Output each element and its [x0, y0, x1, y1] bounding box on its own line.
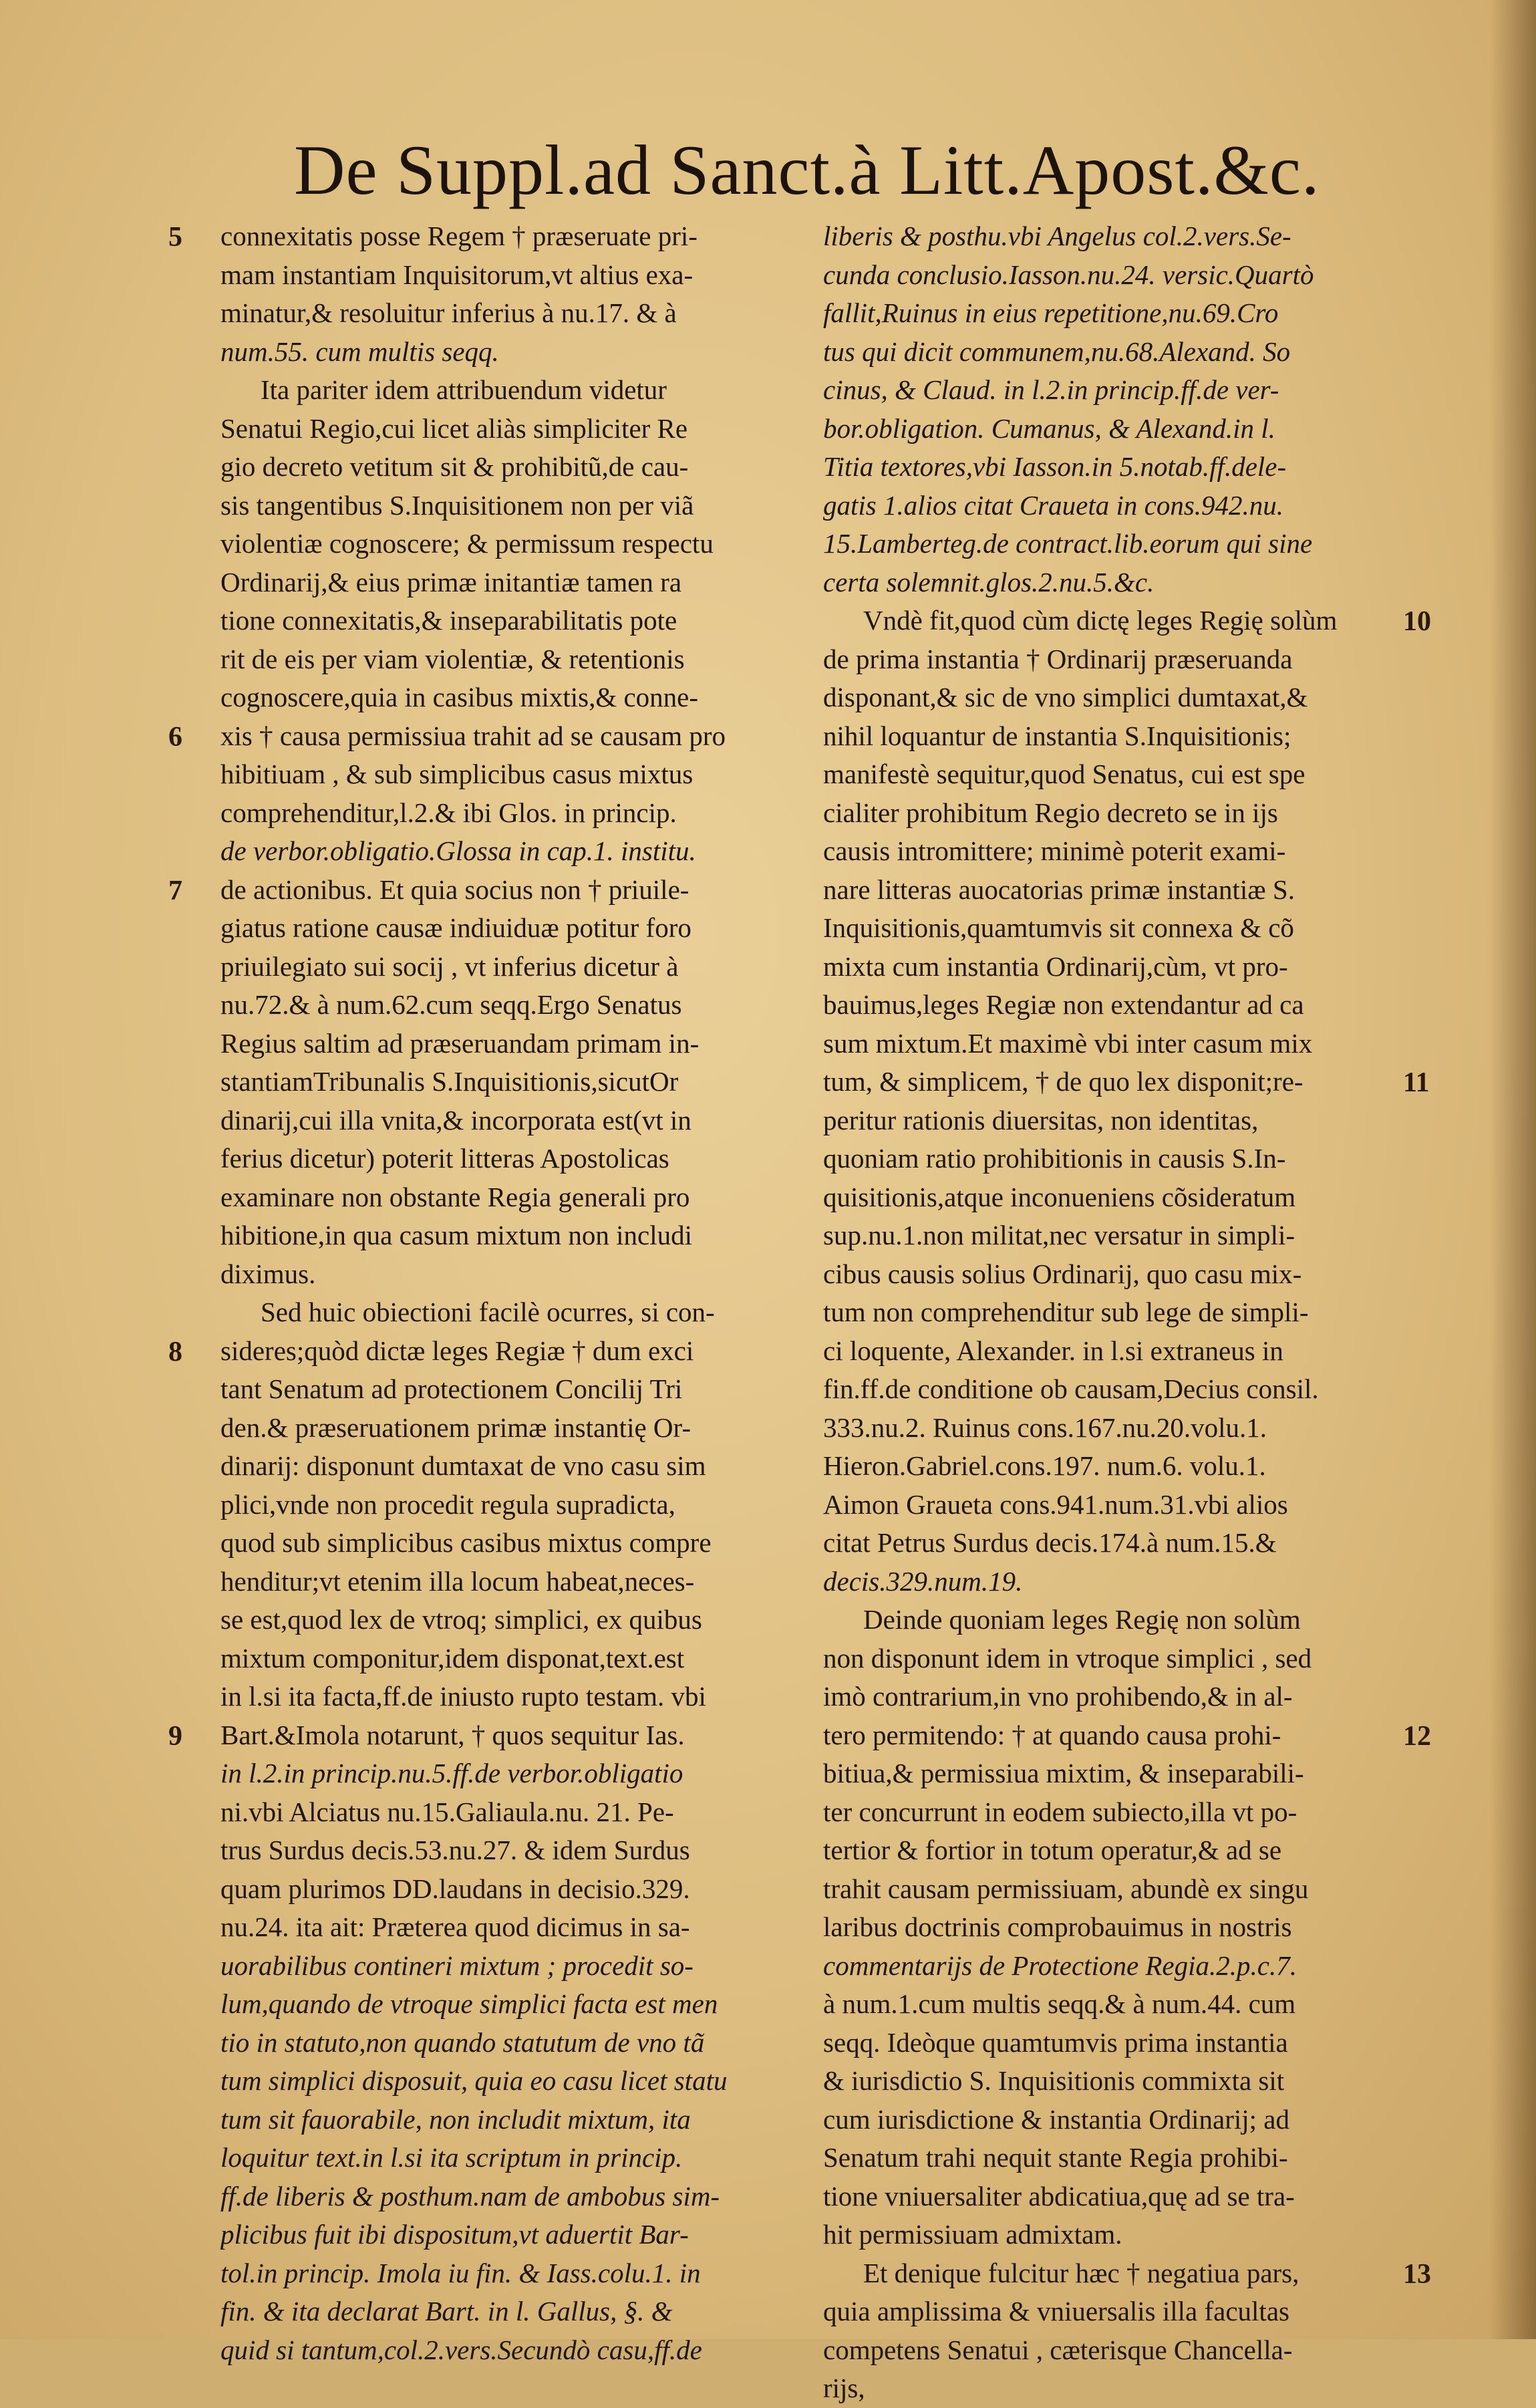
text-line: plicibus fuit ibi dispositum,vt aduertit Bar-	[220, 2219, 689, 2250]
margin-number: 7	[168, 875, 182, 906]
text-line: seqq. Ideòque quamtumvis prima instantia	[823, 2026, 1288, 2058]
text-line: fin.ff.de conditione ob causam,Decius consil.	[823, 1373, 1319, 1404]
text-line: sis tangentibus S.Inquisitionem non per viã	[220, 489, 694, 521]
text-line: nu.24. ita ait: Præterea quod dicimus in sa-	[220, 1911, 690, 1942]
text-line: Bart.&Imola notarunt, † quos sequitur Ias.	[220, 1719, 685, 1750]
text-line: examinare non obstante Regia generali pro	[220, 1181, 690, 1212]
text-line: Hieron.Gabriel.cons.197. num.6. volu.1.	[823, 1450, 1266, 1481]
text-line: tum simplici disposuit, quia eo casu licet statu	[220, 2065, 728, 2096]
text-line: Inquisitionis,quamtumvis sit connexa & cõ	[823, 912, 1294, 943]
text-line: ter concurrunt in eodem subiecto,illa vt po-	[823, 1796, 1297, 1827]
margin-number: 12	[1403, 1720, 1431, 1752]
text-line: Titia textores,vbi Iasson.in 5.notab.ff.dele-	[823, 451, 1287, 482]
text-line: henditur;vt etenim illa locum habeat,neces-	[220, 1565, 695, 1597]
text-line: Ordinarij,& eius primæ initantiæ tamen ra	[220, 566, 682, 597]
text-line: uorabilibus contineri mixtum ; procedit so-	[220, 1950, 694, 1981]
text-line: Senatui Regio,cui licet aliàs simpliciter Re	[220, 412, 688, 444]
text-line: mixtum componitur,idem disponat,text.est	[220, 1642, 685, 1674]
text-line: quid si tantum,col.2.vers.Secundò casu,ff.de	[220, 2334, 702, 2365]
text-line: quia amplissima & vniuersalis illa facultas	[823, 2296, 1289, 2326]
text-line: ci loquente, Alexander. in l.si extraneus in	[823, 1335, 1283, 1366]
text-line: ferius dicetur) poterit litteras Apostolicas	[220, 1143, 669, 1174]
text-line: decis.329.num.19.	[823, 1565, 1023, 1597]
text-line: 333.nu.2. Ruinus cons.167.nu.20.volu.1.	[823, 1412, 1267, 1443]
text-line: giatus ratione causæ indiuiduæ potitur foro	[220, 912, 692, 943]
text-line: trahit causam permissiuam, abundè ex singu	[823, 1873, 1309, 1904]
text-line: tertior & fortior in totum operatur,& ad se	[823, 1835, 1282, 1865]
text-line: Et denique fulcitur hæc † negatiua pars,	[863, 2257, 1299, 2288]
running-header: De Suppl.ad Sanct.à Litt.Apost.&c.	[294, 131, 1320, 209]
text-line: disponant,& sic de vno simplici dumtaxat,&	[823, 682, 1308, 712]
text-line: sideres;quòd dictæ leges Regiæ † dum exci	[220, 1335, 694, 1366]
text-line: in l.si ita facta,ff.de iniusto rupto testam. vbi	[220, 1681, 706, 1712]
text-line: de actionibus. Et quia socius non † priuile-	[220, 874, 689, 905]
text-line: stantiamTribunalis S.Inquisitionis,sicutOr	[220, 1066, 679, 1097]
page-edge-shadow	[1489, 0, 1536, 2339]
text-line: rijs,	[823, 2373, 865, 2403]
text-line: dinarij,cui illa vnita,& incorporata est(vt in	[220, 1104, 692, 1135]
text-line: comprehenditur,l.2.& ibi Glos. in princip.	[220, 797, 677, 828]
right-text-column	[823, 217, 1398, 2408]
margin-number: 13	[1403, 2258, 1431, 2290]
text-line: causis intromittere; minimè poterit exami-	[823, 835, 1286, 866]
text-line: ff.de liberis & posthum.nam de ambobus sim-	[220, 2180, 720, 2212]
text-line: tione vniuersaliter abdicatiua,quę ad se tra-	[823, 2180, 1295, 2212]
text-line: Regius saltim ad præseruandam primam in-	[220, 1027, 700, 1059]
text-line: ni.vbi Alciatus nu.15.Galiaula.nu. 21. Pe-	[220, 1796, 674, 1827]
text-line: non disponunt idem in vtroque simplici , sed	[823, 1642, 1312, 1674]
margin-number: 10	[1403, 606, 1431, 637]
text-line: cognoscere,quia in casibus mixtis,& conne-	[220, 682, 699, 712]
text-line: Vndè fit,quod cùm dictę leges Regię solùm	[863, 605, 1338, 636]
text-line: nare litteras auocatorias primæ instantiæ S.	[823, 874, 1295, 905]
text-line: fallit,Ruinus in eius repetitione,nu.69.Cro	[823, 297, 1279, 328]
text-line: cialiter prohibitum Regio decreto se in ijs	[823, 797, 1278, 828]
text-line: gatis 1.alios citat Craueta in cons.942.nu.	[823, 489, 1284, 521]
text-line: tol.in princip. Imola iu fin. & Iass.colu.1. in	[220, 2257, 701, 2288]
text-line: plici,vnde non procedit regula supradicta,	[220, 1488, 675, 1520]
text-line: bauimus,leges Regiæ non extendantur ad ca	[823, 989, 1304, 1020]
text-line: cum iurisdictione & instantia Ordinarij; ad	[823, 2103, 1289, 2135]
text-line: tum non comprehenditur sub lege de simpli-	[823, 1297, 1309, 1327]
text-line: tus qui dicit communem,nu.68.Alexand. So	[823, 336, 1291, 367]
text-line: hit permissiuam admixtam.	[823, 2219, 1122, 2250]
text-line: xis † causa permissiua trahit ad se causam pro	[220, 720, 726, 751]
text-line: peritur rationis diuersitas, non identitas,	[823, 1104, 1259, 1135]
text-line: tum sit fauorabile, non includit mixtum, ita	[220, 2103, 691, 2135]
text-line: gio decreto vetitum sit & prohibitũ,de cau-	[220, 451, 689, 482]
text-line: nu.72.& à num.62.cum seqq.Ergo Senatus	[220, 989, 682, 1020]
text-line: tio in statuto,non quando statutum de vno tã	[220, 2026, 705, 2058]
text-line: rit de eis per viam violentiæ, & retentionis	[220, 643, 685, 674]
text-line: hibitione,in qua casum mixtum non includi	[220, 1220, 693, 1250]
text-line: cibus causis solius Ordinarij, quo casu mix-	[823, 1258, 1302, 1289]
text-line: sum mixtum.Et maximè vbi inter casum mix	[823, 1027, 1313, 1059]
text-line: trus Surdus decis.53.nu.27. & idem Surdus	[220, 1835, 690, 1865]
text-line: commentarijs de Protectione Regia.2.p.c.7.	[823, 1950, 1297, 1981]
text-line: Aimon Graueta cons.941.num.31.vbi alios	[823, 1488, 1288, 1520]
text-line: quam plurimos DD.laudans in decisio.329.	[220, 1873, 690, 1904]
text-line: num.55. cum multis seqq.	[220, 336, 499, 367]
text-line: priuilegiato sui socij , vt inferius dicetur à	[220, 950, 679, 982]
text-line: lum,quando de vtroque simplici facta est men	[220, 1988, 718, 2019]
text-line: mam instantiam Inquisitorum,vt altius exa-	[220, 259, 694, 290]
text-line: à num.1.cum multis seqq.& à num.44. cum	[823, 1988, 1296, 2019]
text-line: se est,quod lex de vtroq; simplici, ex quibus	[220, 1604, 702, 1635]
text-line: loquitur text.in l.si ita scriptum in princip.	[220, 2142, 683, 2173]
text-line: diximus.	[220, 1258, 316, 1289]
margin-number: 9	[168, 1720, 182, 1752]
text-line: liberis & posthu.vbi Angelus col.2.vers.Se-	[823, 221, 1291, 251]
text-line: de verbor.obligatio.Glossa in cap.1. institu.	[220, 835, 696, 866]
text-line: connexitatis posse Regem † præseruate pri-	[220, 221, 698, 251]
text-line: quisitionis,atque inconueniens cõsideratum	[823, 1181, 1296, 1212]
text-line: tant Senatum ad protectionem Concilij Tri	[220, 1373, 683, 1404]
text-line: cunda conclusio.Iasson.nu.24. versic.Quartò	[823, 259, 1314, 290]
text-line: tero permitendo: † at quando causa prohi-	[823, 1719, 1281, 1750]
text-line: bitiua,& permissiua mixtim, & inseparabili-	[823, 1758, 1304, 1788]
text-line: nihil loquantur de instantia S.Inquisitionis;	[823, 720, 1291, 751]
text-line: fin. & ita declarat Bart. in l. Gallus, §. &	[220, 2296, 673, 2326]
text-line: manifestè sequitur,quod Senatus, cui est spe	[823, 759, 1305, 789]
text-line: Senatum trahi nequit stante Regia prohibi-	[823, 2142, 1288, 2173]
text-line: Sed huic obiectioni facilè ocurres, si con-	[261, 1297, 715, 1327]
text-line: minatur,& resoluitur inferius à nu.17. & à	[220, 297, 677, 328]
text-line: violentiæ cognoscere; & permissum respectu	[220, 528, 714, 559]
text-line: de prima instantia † Ordinarij præseruanda	[823, 643, 1293, 674]
left-text-column	[220, 217, 795, 2369]
text-line: certa solemnit.glos.2.nu.5.&c.	[823, 566, 1155, 597]
margin-number: 5	[168, 222, 182, 253]
text-line: laribus doctrinis comprobauimus in nostris	[823, 1911, 1292, 1942]
text-line: tione connexitatis,& inseparabilitatis pote	[220, 605, 677, 636]
text-line: in l.2.in princip.nu.5.ff.de verbor.obligatio	[220, 1758, 683, 1788]
text-line: & iurisdictio S. Inquisitionis commixta sit	[823, 2065, 1285, 2096]
text-line: sup.nu.1.non militat,nec versatur in simpli-	[823, 1220, 1295, 1250]
margin-number: 11	[1403, 1067, 1430, 1098]
text-line: imò contrarium,in vno prohibendo,& in al-	[823, 1681, 1293, 1712]
text-line: den.& præseruationem primæ instantię Or-	[220, 1412, 692, 1443]
margin-number: 8	[168, 1336, 182, 1367]
text-line: mixta cum instantia Ordinarij,cùm, vt pro-	[823, 950, 1288, 982]
text-line: competens Senatui , cæterisque Chancella-	[823, 2334, 1293, 2365]
text-line: dinarij: disponunt dumtaxat de vno casu sim	[220, 1450, 706, 1481]
text-line: tum, & simplicem, † de quo lex disponit;re-	[823, 1066, 1303, 1097]
text-line: citat Petrus Surdus decis.174.à num.15.&	[823, 1527, 1277, 1558]
text-line: hibitiuam , & sub simplicibus casus mixtus	[220, 759, 694, 789]
text-line: quod sub simplicibus casibus mixtus compre	[220, 1527, 712, 1558]
text-line: Deinde quoniam leges Regię non solùm	[863, 1604, 1301, 1635]
text-line: 15.Lamberteg.de contract.lib.eorum qui sine	[823, 528, 1313, 559]
text-line: bor.obligation. Cumanus, & Alexand.in l.	[823, 412, 1275, 444]
text-line: Ita pariter idem attribuendum videtur	[261, 374, 667, 405]
margin-number: 6	[168, 721, 182, 753]
text-line: quoniam ratio prohibitionis in causis S.In-	[823, 1143, 1286, 1174]
text-line: cinus, & Claud. in l.2.in princip.ff.de ver-	[823, 374, 1279, 405]
